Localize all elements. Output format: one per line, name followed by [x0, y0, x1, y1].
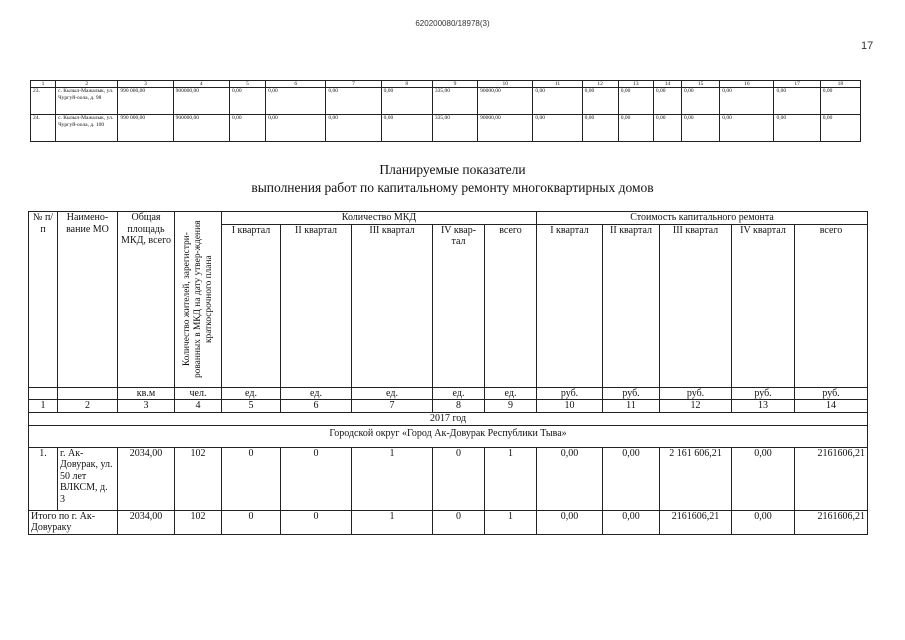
column-number: 11: [603, 400, 660, 413]
top-row-value: 900000,00: [173, 115, 229, 142]
header-cost-total: всего: [795, 224, 868, 387]
title-line-1: Планируемые показатели: [379, 162, 526, 177]
top-row-value: 0,00: [582, 115, 618, 142]
unit-cell: руб.: [660, 387, 732, 400]
row-count-q2: 0: [281, 447, 352, 510]
column-number: 8: [433, 400, 485, 413]
unit-cell: ед.: [352, 387, 433, 400]
top-column-number: 7: [326, 81, 381, 88]
top-row-value: 0,00: [381, 88, 432, 115]
main-table: [28, 211, 868, 535]
top-row-value: 0,00: [229, 115, 265, 142]
top-row-value: 0,00: [618, 88, 653, 115]
top-row-value: 90000,00: [478, 115, 533, 142]
top-table-row: [31, 88, 861, 115]
totals-count-total: 1: [485, 510, 537, 534]
header-cost-q1: I квартал: [537, 224, 603, 387]
row-count-q3: 1: [352, 447, 433, 510]
unit-cell: ед.: [281, 387, 352, 400]
top-column-number: 3: [118, 81, 173, 88]
top-row-value: 0,00: [381, 115, 432, 142]
top-row-address: с. Кызыл-Мажалык, ул. Чургуй-оола, д. 100: [56, 115, 118, 142]
unit-cell: ед.: [485, 387, 537, 400]
top-row-value: 0,00: [820, 88, 860, 115]
top-row-value: 0,00: [720, 88, 774, 115]
unit-cell: руб.: [603, 387, 660, 400]
totals-row: [29, 510, 868, 534]
unit-empty-1: [29, 387, 58, 400]
column-number: 12: [660, 400, 732, 413]
totals-cost-q3: 2161606,21: [660, 510, 732, 534]
top-row-number: 24.: [31, 115, 56, 142]
column-number: 2: [58, 400, 118, 413]
top-row-value: 0,00: [582, 88, 618, 115]
column-number: 6: [281, 400, 352, 413]
totals-residents: 102: [175, 510, 222, 534]
totals-cost-q4: 0,00: [732, 510, 795, 534]
top-row-value: 0,00: [533, 88, 582, 115]
district-row: Городской округ «Город Ак-Довурак Республики Тыва»: [29, 425, 868, 447]
top-row-value: 0,00: [720, 115, 774, 142]
top-column-number: 8: [381, 81, 432, 88]
top-row-value: 0,00: [266, 115, 326, 142]
top-column-number: 18: [820, 81, 860, 88]
top-column-number: 11: [533, 81, 582, 88]
column-number: 5: [222, 400, 281, 413]
top-table-column-numbers: [31, 81, 861, 88]
header-count-q1: I квартал: [222, 224, 281, 387]
top-table: [30, 80, 861, 142]
header-count-q4: IV квар-тал: [433, 224, 485, 387]
header-cost-q2: II квартал: [603, 224, 660, 387]
top-row-value: 990 000,00: [118, 115, 173, 142]
top-row-number: 23.: [31, 88, 56, 115]
top-row-value: 0,00: [653, 88, 681, 115]
row-cost-q4: 0,00: [732, 447, 795, 510]
totals-label: Итого по г. Ак-Довураку: [29, 510, 118, 534]
top-column-number: 10: [478, 81, 533, 88]
row-count-q1: 0: [222, 447, 281, 510]
unit-cell: чел.: [175, 387, 222, 400]
top-row-address: с. Кызыл-Мажалык, ул. Чургуй-оола, д. 98: [56, 88, 118, 115]
header-count-total: всего: [485, 224, 537, 387]
top-table-row: [31, 115, 861, 142]
unit-empty-2: [58, 387, 118, 400]
header-repair-cost: Стоимость капитального ремонта: [537, 212, 868, 225]
top-row-value: 0,00: [682, 115, 720, 142]
totals-cost-total: 2161606,21: [795, 510, 868, 534]
header-count-q3: III квартал: [352, 224, 433, 387]
top-column-number: 15: [682, 81, 720, 88]
column-number: 13: [732, 400, 795, 413]
header-cost-q3: III квартал: [660, 224, 732, 387]
top-row-value: 0,00: [682, 88, 720, 115]
year-row: 2017 год: [29, 412, 868, 425]
row-residents: 102: [175, 447, 222, 510]
document-code: 620200080/18978(3): [415, 19, 490, 28]
header-residents: Количество жителей, зарегистри-рованных в МКД на дату утвер-ждения краткосрочного плана: [181, 220, 214, 378]
table-row: [29, 447, 868, 510]
column-number: 10: [537, 400, 603, 413]
top-row-value: 335,00: [432, 88, 477, 115]
top-row-value: 0,00: [266, 88, 326, 115]
column-number-row: [29, 400, 868, 413]
totals-count-q1: 0: [222, 510, 281, 534]
totals-count-q3: 1: [352, 510, 433, 534]
row-cost-q1: 0,00: [537, 447, 603, 510]
top-row-value: 335,00: [432, 115, 477, 142]
unit-cell: руб.: [537, 387, 603, 400]
column-number: 9: [485, 400, 537, 413]
top-row-value: 90000,00: [478, 88, 533, 115]
top-column-number: 9: [432, 81, 477, 88]
top-row-value: 0,00: [820, 115, 860, 142]
header-area: Общая площадь МКД, всего: [118, 212, 175, 388]
top-column-number: 4: [173, 81, 229, 88]
header-mkd-count: Количество МКД: [222, 212, 537, 225]
top-column-number: 1: [31, 81, 56, 88]
unit-cell: руб.: [732, 387, 795, 400]
row-num: 1.: [29, 447, 58, 510]
unit-cell: кв.м: [118, 387, 175, 400]
page-number: 17: [861, 40, 874, 52]
top-row-value: 0,00: [653, 115, 681, 142]
unit-cell: ед.: [222, 387, 281, 400]
header-num: № п/п: [29, 212, 58, 388]
top-row-value: 0,00: [774, 88, 820, 115]
totals-area: 2034,00: [118, 510, 175, 534]
top-column-number: 17: [774, 81, 820, 88]
row-count-total: 1: [485, 447, 537, 510]
top-row-value: 0,00: [326, 88, 381, 115]
column-number: 4: [175, 400, 222, 413]
top-row-value: 900000,00: [173, 88, 229, 115]
top-column-number: 6: [266, 81, 326, 88]
top-column-number: 12: [582, 81, 618, 88]
header-residents-cell: [175, 212, 222, 388]
header-count-q2: II квартал: [281, 224, 352, 387]
totals-count-q2: 0: [281, 510, 352, 534]
row-cost-q3: 2 161 606,21: [660, 447, 732, 510]
unit-cell: ед.: [433, 387, 485, 400]
unit-cell: руб.: [795, 387, 868, 400]
top-row-value: 0,00: [533, 115, 582, 142]
top-row-value: 0,00: [774, 115, 820, 142]
totals-cost-q2: 0,00: [603, 510, 660, 534]
row-area: 2034,00: [118, 447, 175, 510]
totals-cost-q1: 0,00: [537, 510, 603, 534]
row-cost-total: 2161606,21: [795, 447, 868, 510]
title-line-2: выполнения работ по капитальному ремонту многоквартирных домов: [251, 180, 654, 195]
top-row-value: 0,00: [618, 115, 653, 142]
top-table-body: [31, 81, 861, 142]
top-column-number: 13: [618, 81, 653, 88]
totals-count-q4: 0: [433, 510, 485, 534]
top-column-number: 2: [56, 81, 118, 88]
row-count-q4: 0: [433, 447, 485, 510]
column-number: 14: [795, 400, 868, 413]
column-number: 7: [352, 400, 433, 413]
top-column-number: 14: [653, 81, 681, 88]
column-number: 3: [118, 400, 175, 413]
header-mo-name: Наимено-вание МО: [58, 212, 118, 388]
row-name: г. Ак-Довурак, ул. 50 лет ВЛКСМ, д. 3: [58, 447, 118, 510]
header-cost-q4: IV квартал: [732, 224, 795, 387]
top-column-number: 16: [720, 81, 774, 88]
top-column-number: 5: [229, 81, 265, 88]
top-row-value: 0,00: [326, 115, 381, 142]
top-row-value: 0,00: [229, 88, 265, 115]
column-number: 1: [29, 400, 58, 413]
row-cost-q2: 0,00: [603, 447, 660, 510]
top-row-value: 990 000,00: [118, 88, 173, 115]
